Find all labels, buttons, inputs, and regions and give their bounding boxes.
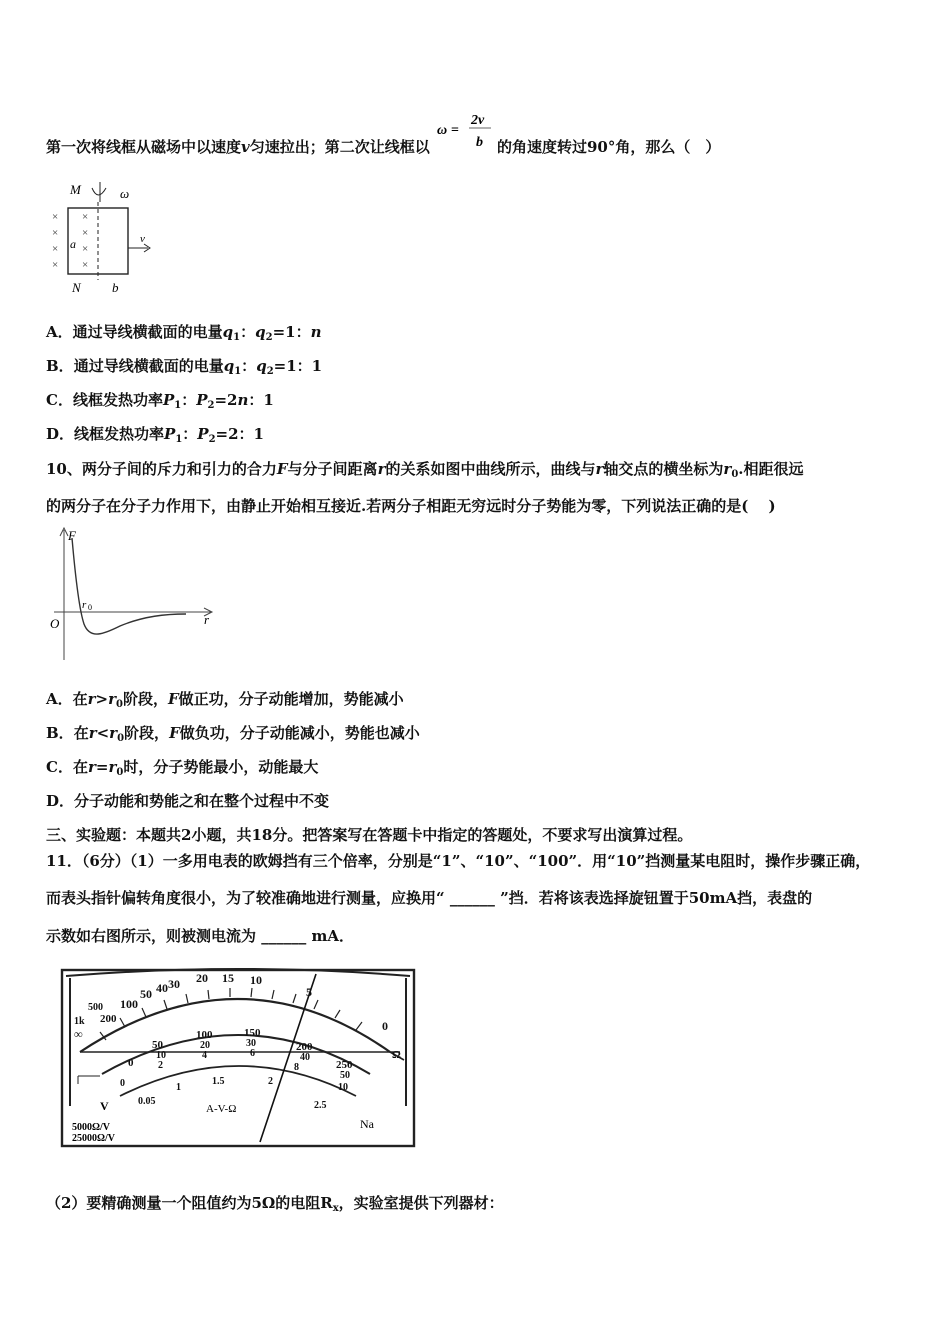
force-distance-graph: [46, 524, 226, 664]
q9-option-d: D．线框发热功率$P_1$：$P_2=2$：1: [46, 425, 264, 445]
graph-label-F: F: [68, 528, 76, 543]
svg-text:1.5: 1.5: [212, 1076, 225, 1087]
meter-na-label: Na: [360, 1117, 374, 1131]
svg-text:200: 200: [100, 1013, 117, 1025]
q10-option-c: C．在$r=r_0$时，分子势能最小，动能最大: [46, 758, 319, 778]
svg-text:×: ×: [82, 211, 89, 223]
fig-label-N: N: [72, 280, 81, 295]
formula-numerator: 2v: [470, 113, 485, 128]
q9-option-c: C．线框发热功率$P_1$：$P_2=2n$：1: [46, 391, 274, 411]
svg-text:×: ×: [52, 227, 59, 239]
svg-text:50: 50: [340, 1070, 350, 1081]
q11-line3: 示数如右图所示，则被测电流为 ______ mA．: [46, 927, 354, 945]
svg-text:0: 0: [120, 1078, 125, 1089]
svg-text:0.05: 0.05: [138, 1096, 156, 1107]
formula-omega: ω: [436, 123, 448, 138]
svg-text:500: 500: [88, 1002, 103, 1013]
force-curve: [72, 538, 186, 634]
fig-label-M: M: [70, 182, 81, 197]
svg-text:×: ×: [82, 227, 89, 239]
svg-text:0: 0: [88, 603, 92, 612]
svg-text:×: ×: [52, 211, 59, 223]
q11-line1: 11．（6分）（1）一多用电表的欧姆挡有三个倍率，分别是“1”、“10”、“100”．用“10”挡测量某电阻时，操作步骤正确，: [46, 852, 871, 870]
q10-option-d: D．分子动能和势能之和在整个过程中不变: [46, 792, 330, 810]
svg-text:×: ×: [52, 259, 59, 271]
svg-text:40: 40: [156, 981, 168, 995]
q9-option-b: B．通过导线横截面的电量$q_1$：$q_2=1$：1: [46, 357, 323, 377]
fig-label-omega: ω: [120, 186, 130, 201]
svg-text:15: 15: [222, 971, 234, 985]
svg-text:6: 6: [250, 1048, 255, 1059]
svg-text:0: 0: [382, 1019, 388, 1033]
svg-text:1k: 1k: [74, 1016, 85, 1027]
svg-text:8: 8: [294, 1062, 299, 1073]
svg-text:100: 100: [120, 997, 138, 1011]
svg-text:5: 5: [306, 985, 312, 999]
meter-spec-1: 5000Ω/V: [72, 1122, 111, 1133]
fig-label-v: v: [140, 233, 145, 245]
graph-label-r0: r: [82, 599, 87, 611]
svg-text:×: ×: [82, 243, 89, 255]
q9-option-a: A．通过导线横截面的电量$q_1$：$q_2=1$：n: [46, 323, 322, 343]
svg-text:20: 20: [200, 1040, 210, 1051]
svg-text:10: 10: [250, 973, 262, 987]
q10-stem-line1: 10、两分子间的斥力和引力的合力F与分子间距离r的关系如图中曲线所示，曲线与r轴交点的横坐标为$r_0$.相距很远: [46, 460, 804, 480]
q11-part2: （2）要精确测量一个阻值约为5Ω的电阻$R_x$，实验室提供下列器材：: [46, 1194, 504, 1214]
meter-avo-label: A-V-Ω: [206, 1103, 237, 1115]
graph-label-r: r: [204, 612, 210, 627]
fig-label-a: a: [70, 237, 76, 251]
meter-v-mark: V: [100, 1099, 109, 1113]
q10-stem-line2: 的两分子在分子力作用下，由静止开始相互接近.若两分子相距无穷远时分子势能为零，下列说法正确的是( ): [46, 497, 776, 515]
formula-eq: =: [450, 123, 459, 138]
svg-text:50: 50: [152, 1039, 163, 1051]
svg-text:10: 10: [338, 1082, 348, 1093]
svg-text:30: 30: [168, 977, 180, 991]
svg-text:4: 4: [202, 1050, 207, 1061]
svg-text:10: 10: [156, 1050, 166, 1061]
q11-line2: 而表头指针偏转角度很小，为了较准确地进行测量，应换用“ ______ ”挡．若将该表选择旋钮置于50mA挡，表盘的: [46, 889, 813, 907]
svg-text:2: 2: [158, 1060, 163, 1071]
omega-formula: [435, 113, 497, 168]
svg-text:150: 150: [244, 1027, 261, 1039]
graph-label-O: O: [50, 616, 60, 631]
svg-text:20: 20: [196, 971, 208, 985]
coil-figure: [46, 180, 166, 300]
svg-text:×: ×: [82, 259, 89, 271]
svg-text:2.5: 2.5: [314, 1100, 327, 1111]
svg-text:200: 200: [296, 1041, 313, 1053]
svg-text:0: 0: [128, 1057, 134, 1069]
fig-label-b: b: [112, 280, 119, 295]
ohm-label: ∞: [74, 1027, 83, 1041]
q10-option-b: B．在$r<r_0$阶段，F做负功，分子动能减小，势能也减小: [46, 724, 420, 744]
svg-text:40: 40: [300, 1052, 310, 1063]
svg-text:2: 2: [268, 1076, 273, 1087]
multimeter-dial: [60, 966, 416, 1148]
svg-text:50: 50: [140, 987, 152, 1001]
svg-text:250: 250: [336, 1059, 353, 1071]
svg-text:1: 1: [176, 1082, 181, 1093]
ohm-symbol: Ω: [392, 1049, 401, 1061]
q9-stem: 第一次将线框从磁场中以速度v匀速拉出；第二次让线框以 ω = 2v b 的角速度转过90°角，那么（ ）: [46, 128, 720, 168]
meter-spec-2: 25000Ω/V: [72, 1133, 116, 1144]
svg-text:100: 100: [196, 1029, 213, 1041]
formula-denominator: b: [475, 135, 483, 150]
svg-text:×: ×: [52, 243, 59, 255]
q10-option-a: A．在$r>r_0$阶段，F做正功，分子动能增加，势能减小: [46, 690, 404, 710]
svg-text:30: 30: [246, 1038, 256, 1049]
section-3-heading: 三、实验题：本题共2小题，共18分。把答案写在答题卡中指定的答题处，不要求写出演算过程。: [46, 826, 693, 844]
